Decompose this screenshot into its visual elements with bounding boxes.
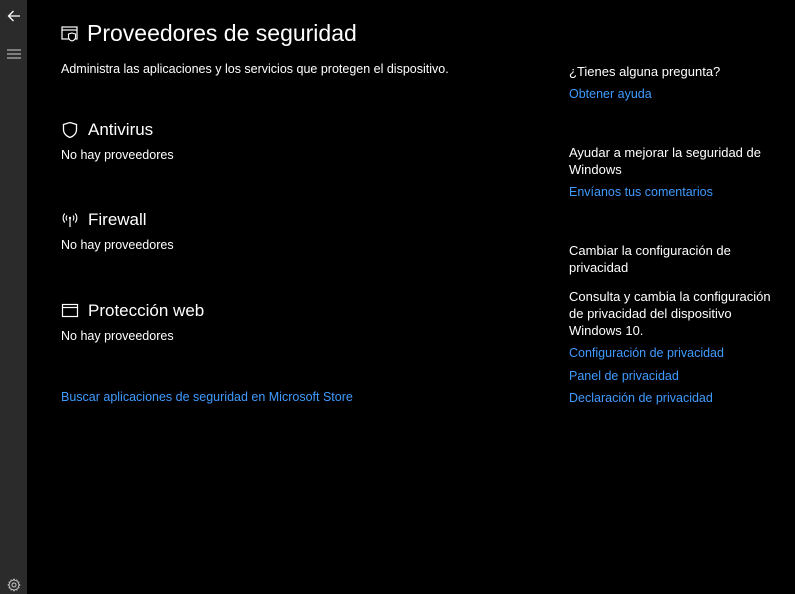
settings-button[interactable] xyxy=(0,575,27,594)
hamburger-menu-icon xyxy=(7,48,21,60)
web-protection-section xyxy=(61,301,204,343)
page-title: Proveedores de seguridad xyxy=(87,20,357,46)
back-button[interactable] xyxy=(0,2,27,30)
antivirus-section xyxy=(61,120,174,162)
privacy-settings-link[interactable]: Configuración de privacidad xyxy=(569,346,724,360)
get-help-link[interactable]: Obtener ayuda xyxy=(569,87,652,101)
privacy-description: Consulta y cambia la configuración de privacidad del dispositivo Windows 10. xyxy=(569,289,771,338)
gear-icon xyxy=(7,578,21,592)
browser-window-icon xyxy=(61,302,79,320)
back-arrow-icon xyxy=(6,8,22,24)
page-description: Administra las aplicaciones y los servicios que protegen el dispositivo. xyxy=(61,62,449,76)
send-feedback-link[interactable]: Envíanos tus comentarios xyxy=(569,185,713,199)
app-window-shield-icon xyxy=(61,25,79,43)
microsoft-store-link[interactable]: Buscar aplicaciones de seguridad en Microsoft Store xyxy=(61,390,353,404)
privacy-dashboard-link[interactable]: Panel de privacidad xyxy=(569,369,679,383)
hamburger-menu-button[interactable] xyxy=(0,40,27,68)
page-header xyxy=(61,20,357,47)
question-heading: ¿Tienes alguna pregunta? xyxy=(569,64,721,79)
antivirus-status: No hay proveedores xyxy=(61,148,174,162)
firewall-section xyxy=(61,210,174,252)
antivirus-title: Antivirus xyxy=(88,120,154,139)
navigation-rail xyxy=(0,0,27,594)
firewall-status: No hay proveedores xyxy=(61,238,174,252)
privacy-statement-link[interactable]: Declaración de privacidad xyxy=(569,391,713,405)
web-protection-title: Protección web xyxy=(88,301,205,320)
antivirus-header xyxy=(61,120,174,140)
web-protection-status: No hay proveedores xyxy=(61,329,174,343)
firewall-header xyxy=(61,210,174,230)
firewall-title: Firewall xyxy=(88,210,147,229)
feedback-heading: Ayudar a mejorar la seguridad de Windows xyxy=(569,145,761,177)
privacy-heading: Cambiar la configuración de privacidad xyxy=(569,243,731,275)
web-protection-header xyxy=(61,301,204,321)
shield-icon xyxy=(61,121,79,139)
wireless-signal-icon xyxy=(61,211,79,229)
